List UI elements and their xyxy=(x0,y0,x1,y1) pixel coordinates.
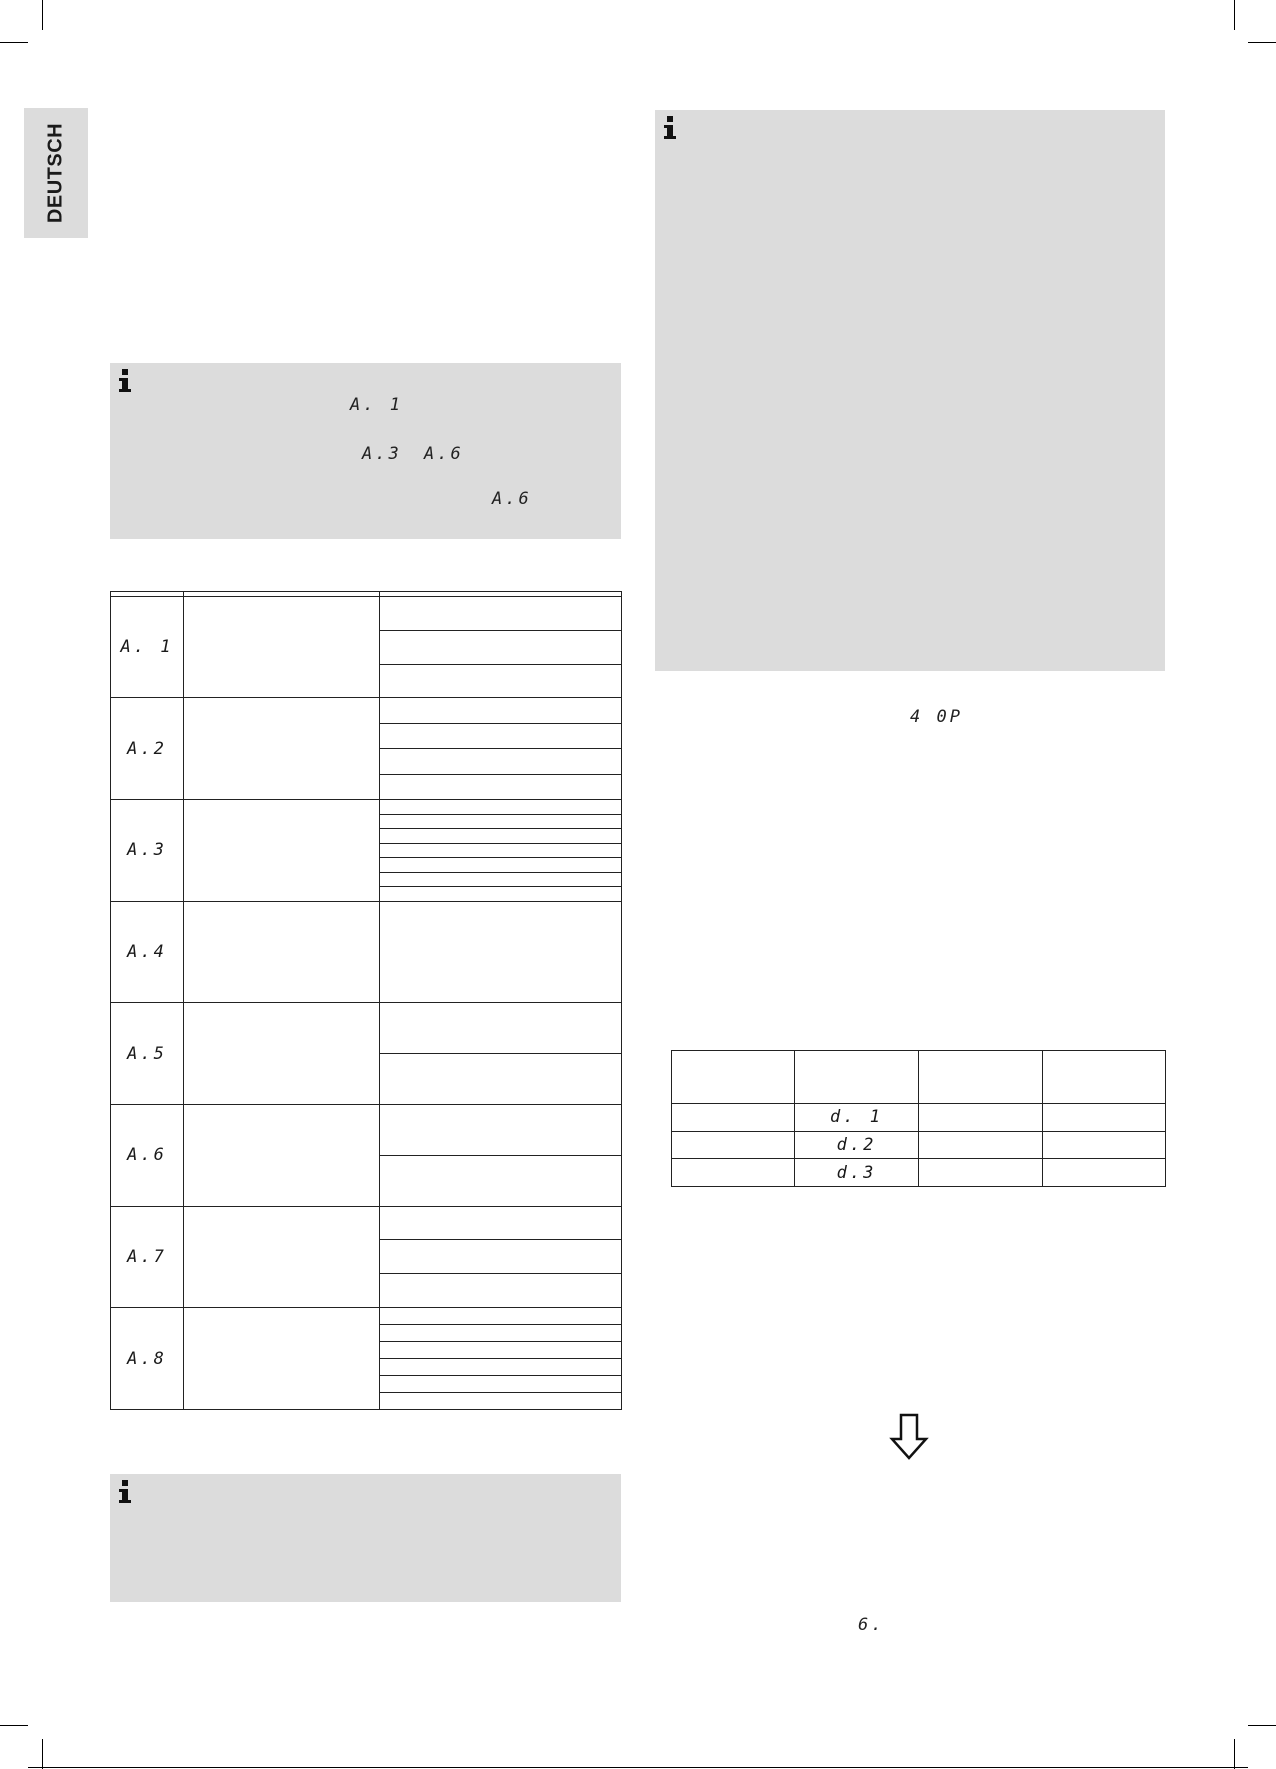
crop-mark xyxy=(0,1725,28,1726)
table-row xyxy=(111,901,622,1003)
table-header-cell xyxy=(919,1051,1043,1104)
program-option-cell xyxy=(380,843,622,858)
duration-table xyxy=(671,1050,1166,1187)
table-row xyxy=(672,1159,1166,1187)
page-bottom-rule xyxy=(28,1767,1248,1768)
duration-code: d.3 xyxy=(795,1159,919,1187)
program-option-cell xyxy=(380,1325,622,1342)
table-row xyxy=(672,1104,1166,1132)
display-code: A.6 xyxy=(424,444,464,464)
table-cell xyxy=(919,1159,1043,1187)
display-code: A.3 xyxy=(362,444,402,464)
program-code: A. 1 xyxy=(111,596,184,698)
program-option-cell xyxy=(380,1342,622,1359)
table-row xyxy=(111,800,622,815)
table-row xyxy=(111,698,622,723)
duration-code: d. 1 xyxy=(795,1104,919,1132)
program-option-cell xyxy=(380,596,622,630)
crop-mark xyxy=(0,42,28,43)
table-header-cell xyxy=(1043,1051,1166,1104)
language-label: DEUTSCH xyxy=(44,122,67,224)
program-option-cell xyxy=(380,698,622,723)
table-cell xyxy=(672,1104,795,1132)
table-row xyxy=(111,596,622,630)
crop-mark xyxy=(1248,42,1276,43)
program-code: A.5 xyxy=(111,1003,184,1105)
program-option-cell xyxy=(380,872,622,887)
program-option-cell xyxy=(380,630,622,664)
crop-mark xyxy=(42,0,43,30)
program-name-cell xyxy=(184,1104,380,1206)
display-code-bottom: 6. xyxy=(858,1615,885,1635)
info-box-right-note xyxy=(655,110,1165,671)
program-option-cell xyxy=(380,887,622,902)
table-cell xyxy=(1043,1104,1166,1132)
table-cell xyxy=(672,1131,795,1159)
program-option-cell xyxy=(380,829,622,844)
program-option-cell xyxy=(380,858,622,873)
table-header-cell xyxy=(672,1051,795,1104)
language-tab xyxy=(24,108,88,238)
program-option-cell xyxy=(380,749,622,774)
program-name-cell xyxy=(184,596,380,698)
duration-code: d.2 xyxy=(795,1131,919,1159)
program-option-cell xyxy=(380,800,622,815)
program-code: A.8 xyxy=(111,1308,184,1410)
info-icon xyxy=(663,116,677,140)
program-option-cell xyxy=(380,1359,622,1376)
program-option-cell xyxy=(380,814,622,829)
crop-mark xyxy=(1234,1739,1235,1769)
display-code-top: 4 0P xyxy=(910,707,963,727)
program-name-cell xyxy=(184,698,380,800)
program-option-cell xyxy=(380,1104,622,1155)
program-option-cell xyxy=(380,1392,622,1409)
crop-mark xyxy=(1248,1725,1276,1726)
program-table xyxy=(110,591,622,1410)
program-option-cell xyxy=(380,1274,622,1308)
program-option-cell xyxy=(380,1375,622,1392)
info-box-program-note xyxy=(110,363,621,539)
program-option-cell xyxy=(380,1003,622,1054)
program-code: A.3 xyxy=(111,800,184,902)
table-cell xyxy=(672,1159,795,1187)
program-option-cell xyxy=(380,1240,622,1274)
program-option-cell xyxy=(380,774,622,799)
program-option-cell xyxy=(380,723,622,748)
program-name-cell xyxy=(184,1308,380,1410)
program-option-cell xyxy=(380,901,622,1003)
program-code: A.7 xyxy=(111,1206,184,1308)
table-cell xyxy=(1043,1131,1166,1159)
table-row xyxy=(111,1003,622,1054)
table-row xyxy=(111,1104,622,1155)
program-code: A.2 xyxy=(111,698,184,800)
program-option-cell xyxy=(380,1054,622,1105)
table-cell xyxy=(919,1104,1043,1132)
table-row xyxy=(672,1131,1166,1159)
program-name-cell xyxy=(184,800,380,902)
program-name-cell xyxy=(184,901,380,1003)
info-icon xyxy=(118,1480,132,1504)
program-option-cell xyxy=(380,664,622,698)
program-option-cell xyxy=(380,1206,622,1240)
display-code: A. 1 xyxy=(350,395,403,415)
table-header-cell xyxy=(795,1051,919,1104)
program-option-cell xyxy=(380,1308,622,1325)
crop-mark xyxy=(1234,0,1235,30)
table-cell xyxy=(1043,1159,1166,1187)
crop-mark xyxy=(42,1739,43,1769)
program-code: A.6 xyxy=(111,1104,184,1206)
table-header-row xyxy=(672,1051,1166,1104)
info-box-bottom-note xyxy=(110,1474,621,1602)
arrow-down-icon xyxy=(889,1413,929,1461)
program-code: A.4 xyxy=(111,901,184,1003)
program-option-cell xyxy=(380,1155,622,1206)
display-code: A.6 xyxy=(492,489,532,509)
table-row xyxy=(111,1206,622,1240)
program-name-cell xyxy=(184,1003,380,1105)
table-cell xyxy=(919,1131,1043,1159)
table-row xyxy=(111,1308,622,1325)
info-icon xyxy=(118,369,132,393)
program-name-cell xyxy=(184,1206,380,1308)
